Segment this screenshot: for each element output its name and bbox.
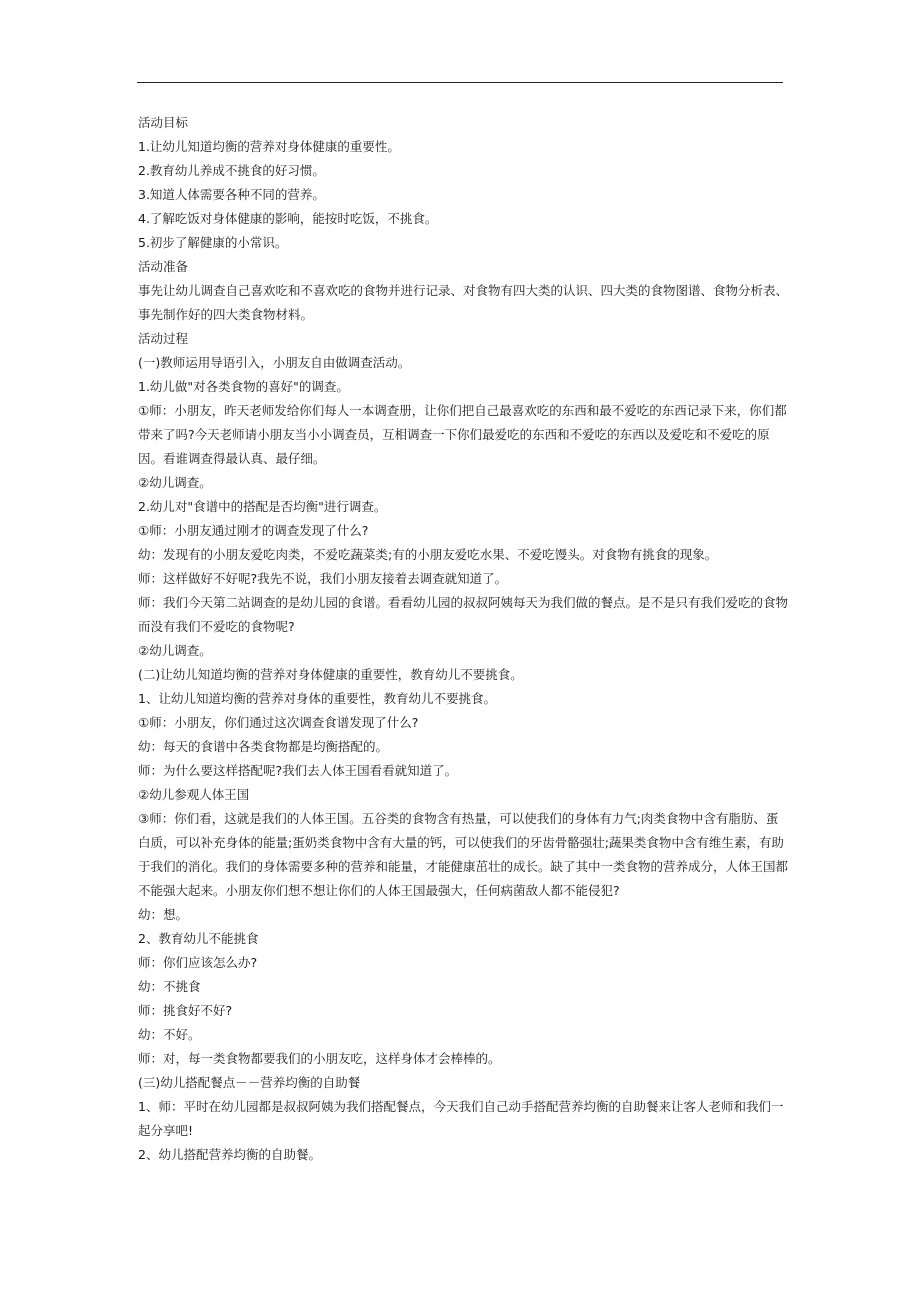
paragraph: ①师：小朋友通过刚才的调查发现了什么? — [138, 523, 369, 538]
paragraph: 1、师：平时在幼儿园都是叔叔阿姨为我们搭配餐点，今天我们自己动手搭配营养均衡的自助餐来让客人老师和我们一起分享吧! — [138, 1099, 784, 1138]
paragraph: 活动目标 — [138, 115, 189, 130]
paragraph: 师：我们今天第二站调查的是幼儿园的食谱。看看幼儿园的叔叔阿姨每天为我们做的餐点。是不是只有我们爱吃的食物而没有我们不爱吃的食物呢? — [138, 595, 789, 634]
paragraph: 幼：不好。 — [138, 1027, 201, 1042]
paragraph: 师：这样做好不好呢?我先不说，我们小朋友接着去调查就知道了。 — [138, 571, 508, 586]
paragraph: 师：挑食好不好? — [138, 1003, 233, 1018]
paragraph: 师：对，每一类食物都要我们的小朋友吃，这样身体才会棒棒的。 — [138, 1051, 501, 1066]
paragraph: 1.让幼儿知道均衡的营养对身体健康的重要性。 — [138, 139, 400, 154]
paragraph: 活动过程 — [138, 331, 189, 346]
paragraph: ③师：你们看，这就是我们的人体王国。五谷类的食物含有热量，可以使我们的身体有力气;肉类食物中含有脂肪、蛋白质，可以补充身体的能量;蛋奶类食物中含有大量的钙，可以使我们的牙齿骨骼强壮;蔬果类食物中含有维生素，有助于我们的消化。我们的身体需要多种的营养和能量，才能健康茁壮的成长。缺了其中一类食物的营养成分，人体王国都不能强大起来。小朋友你们想不想让你们的人体王国最强大，任何病菌敌人都不能侵犯? — [138, 811, 789, 898]
paragraph: 5.初步了解健康的小常识。 — [138, 235, 288, 250]
paragraph: 2、幼儿搭配营养均衡的自助餐。 — [138, 1147, 321, 1162]
paragraph: 2.教育幼儿养成不挑食的好习惯。 — [138, 163, 325, 178]
paragraph: 1.幼儿做"对各类食物的喜好"的调查。 — [138, 379, 349, 394]
paragraph: 幼：每天的食谱中各类食物都是均衡搭配的。 — [138, 739, 389, 754]
paragraph: ①师：小朋友，你们通过这次调查食谱发现了什么? — [138, 715, 419, 730]
paragraph: ①师：小朋友，昨天老师发给你们每人一本调查册，让你们把自己最喜欢吃的东西和最不爱吃的东西记录下来，你们都带来了吗?今天老师请小朋友当小小调查员，互相调查一下你们最爱吃的东西和不爱吃的东西以及爱吃和不爱吃的原因。看谁调查得最认真、最仔细。 — [138, 403, 787, 466]
paragraph: ②幼儿参观人体王国 — [138, 787, 250, 802]
paragraph: 2.幼儿对"食谱中的搭配是否均衡"进行调查。 — [138, 499, 387, 514]
paragraph: 3.知道人体需要各种不同的营养。 — [138, 187, 325, 202]
paragraph: ②幼儿调查。 — [138, 643, 212, 658]
paragraph: 幼：不挑食 — [138, 979, 201, 994]
header-rule — [137, 82, 783, 83]
paragraph: 活动准备 — [138, 259, 189, 274]
paragraph: 师：你们应该怎么办? — [138, 955, 258, 970]
paragraph: 4.了解吃饭对身体健康的影响，能按时吃饭，不挑食。 — [138, 211, 438, 226]
document-body — [138, 111, 788, 1167]
paragraph: 2、教育幼儿不能挑食 — [138, 931, 259, 946]
paragraph: (二)让幼儿知道均衡的营养对身体健康的重要性，教育幼儿不要挑食。 — [138, 667, 523, 682]
paragraph: (一)教师运用导语引入，小朋友自由做调查活动。 — [138, 355, 411, 370]
paragraph: 事先让幼儿调查自己喜欢吃和不喜欢吃的食物并进行记录、对食物有四大类的认识、四大类的食物图谱、食物分析表、事先制作好的四大类食物材料。 — [138, 283, 789, 322]
paragraph: ②幼儿调查。 — [138, 475, 212, 490]
paragraph: 1、让幼儿知道均衡的营养对身体的重要性，教育幼儿不要挑食。 — [138, 691, 496, 706]
paragraph: 师：为什么要这样搭配呢?我们去人体王国看看就知道了。 — [138, 763, 458, 778]
paragraph: 幼：发现有的小朋友爱吃肉类，不爱吃蔬菜类;有的小朋友爱吃水果、不爱吃馒头。对食物有挑食的现象。 — [138, 547, 718, 562]
paragraph: 幼：想。 — [138, 907, 189, 922]
paragraph: (三)幼儿搭配餐点－－营养均衡的自助餐 — [138, 1075, 361, 1090]
